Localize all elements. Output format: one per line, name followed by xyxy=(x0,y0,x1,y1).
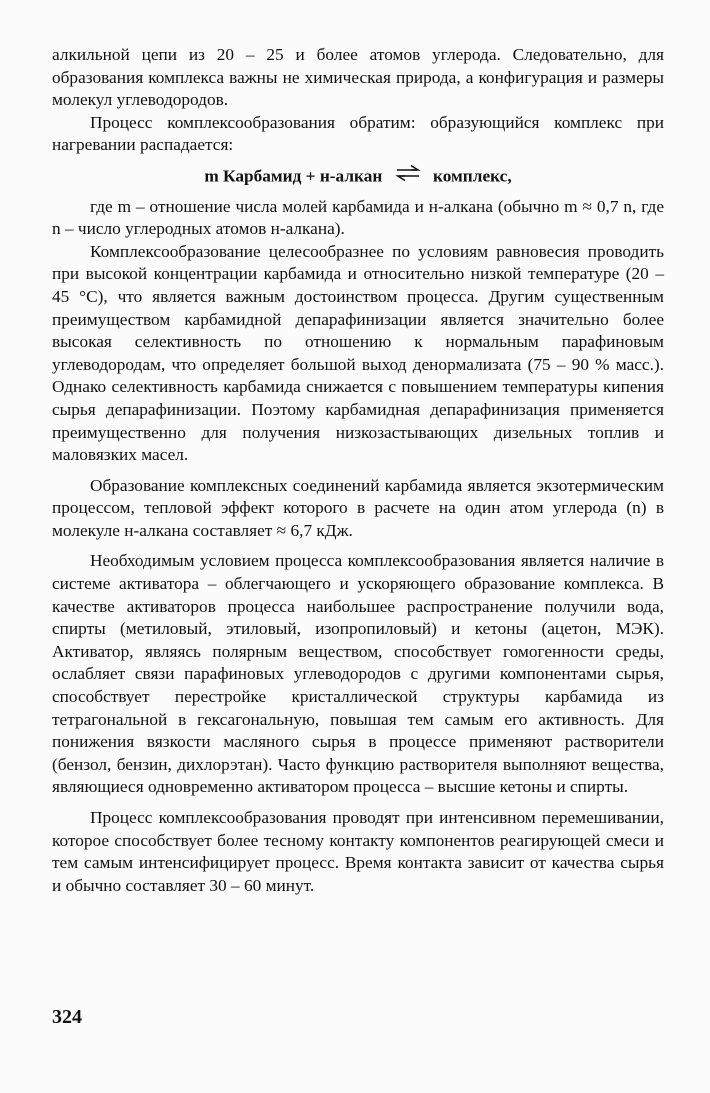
paragraph-4: Комплексообразование целесообразнее по условиям равновесия проводить при высокой концентрации карбамида и относительно низкой температуре (20 – 45 °С), что является важным достоинством процесса. Другим существенным преимуществом карбамидной депарафинизации является значительно более высокая селективность по отношению к нормальным парафиновым углеводородам, что определяет большой выход денормализата (75 – 90 % масс.). Однако селективность карбамида снижается с повышением температуры кипения сырья депарафинизации. Поэтому карбамидная депарафинизация применяется преимущественно для получения низкозастывающих дизельных топлив и маловязких масел. xyxy=(52,241,664,465)
formula-left: m Карбамид + н-алкан xyxy=(204,166,383,186)
equilibrium-arrows-icon xyxy=(395,164,421,189)
paragraph-3: где m – отношение числа молей карбамида и н-алкана (обычно m ≈ 0,7 n, где n – число углеродных атомов н-алкана). xyxy=(52,196,664,239)
paragraph-2: Процесс комплексообразования обратим: образующийся комплекс при нагревании распадается: xyxy=(52,112,664,155)
paragraph-6: Необходимым условием процесса комплексообразования является наличие в системе активатора – облегчающего и ускоряющего образование комплекса. В качестве активаторов процесса наибольшее распространение получили вода, спирты (метиловый, этиловый, изопропиловый) и кетоны (ацетон, МЭК). Активатор, являясь полярным веществом, способствует гомогенности среды, ослабляет связи парафиновых углеводородов с другими компонентами сырья, способствует перестройке кристаллической структуры карбамида из тетрагональной в гексагональную, повышая тем самым его активность. Для понижения вязкости масляного сырья в процессе применяют растворители (бензол, бензин, дихлорэтан). Часто функцию растворителя выполняют вещества, являющиеся одновременно активатором процесса – высшие кетоны и спирты. xyxy=(52,551,664,797)
paragraph-1: алкильной цепи из 20 – 25 и более атомов углерода. Следовательно, для образования комплекса важны не химическая природа, а конфигурация и размеры молекул углеводородов. xyxy=(52,45,664,110)
formula-right: комплекс, xyxy=(433,166,512,186)
paragraph-7: Процесс комплексообразования проводят при интенсивном перемешивании, которое способствует более тесному контакту компонентов реагирующей смеси и тем самым интенсифицирует процесс. Время контакта зависит от качества сырья и обычно составляет 30 – 60 минут. xyxy=(52,808,664,895)
paragraph-5: Образование комплексных соединений карбамида является экзотермическим процессом, тепловой эффект которого в расчете на один атом углерода (n) в молекуле н-алкана составляет ≈ 6,7 кДж. xyxy=(52,475,664,540)
page-number: 324 xyxy=(52,1006,82,1028)
reaction-formula xyxy=(52,165,664,190)
